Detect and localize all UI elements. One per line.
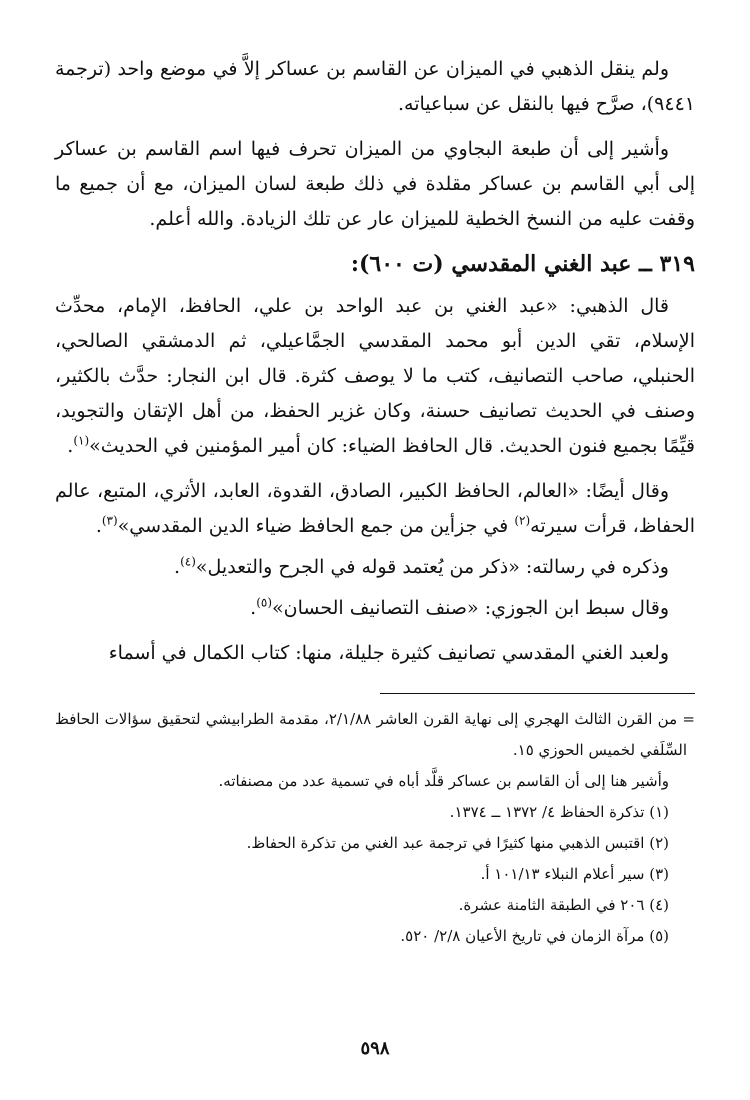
dhahabi-also-text-a: وقال أيضًا: «العالم، الحافظ الكبير، الصادق، القدوة، العابد، الأثري، المتبع، عالم الحفاظ، قرأت سيرته — [55, 480, 695, 537]
dhahabi-quote-text: قال الذهبي: «عبد الغني بن عبد الواحد بن علي، الحافظ، الإمام، محدِّث الإسلام، تقي الدين أبو محمد المقدسي الجمَّاعيلي، ثم الدمشقي الصالحي، الحنبلي، صاحب التصانيف، كتب ما لا يوصف كثرة. قال ابن النجار: حدَّث بالكثير، وصنف في الحديث تصانيف حسنة، وكان غزير الحفظ، من أهل الإتقان والتجويد، قيِّمًا بجميع فنون الحديث. قال الحافظ الضياء: كان أمير المؤمنين في الحديث» — [55, 295, 695, 457]
footnote-ref-2: (٢) — [514, 513, 531, 528]
period: . — [95, 515, 102, 537]
paragraph-bajawi-note: وأشير إلى أن طبعة البجاوي من الميزان تحرف فيها اسم القاسم بن عساكر إلى أبي القاسم بن عساكر مقلدة في ذلك طبعة لسان الميزان، مع أن جميع ما وقفت عليه من النسخ الخطية للميزان عار عن تلك الزيادة. والله أعلم. — [55, 138, 695, 230]
page-number: ٥٩٨ — [360, 1038, 390, 1059]
footnote-item-4: (٤) ٢٠٦ في الطبقة الثامنة عشرة. — [458, 896, 669, 914]
period: . — [174, 556, 181, 578]
footnote-ref-5: (٥) — [256, 595, 273, 610]
footnote-note: وأشير هنا إلى أن القاسم بن عساكر قلَّد أباه في تسمية عدد من مصنفاته. — [218, 772, 669, 790]
footnotes — [55, 704, 695, 952]
footnote-ref-3: (٣) — [101, 513, 118, 528]
period: . — [250, 597, 257, 619]
footnote-ref-4: (٤) — [180, 554, 196, 569]
dhahabi-also-text-b: في جزأين من جمع الحافظ ضياء الدين المقدسي» — [117, 515, 515, 537]
sibt-text: وقال سبط ابن الجوزي: «صنف التصانيف الحسان» — [272, 597, 669, 619]
footnote-separator — [380, 693, 695, 694]
paragraph-dhahabi-also — [55, 474, 695, 544]
paragraph-sibt — [55, 591, 695, 626]
risala-text: وذكره في رسالته: «ذكر من يُعتمد قوله في الجرح والتعديل» — [195, 556, 669, 578]
footnote-item-2: (٢) اقتبس الذهبي منها كثيرًا في ترجمة عبد الغني من تذكرة الحفاظ. — [246, 834, 669, 852]
period: . — [67, 435, 74, 457]
footnote-item-1: (١) تذكرة الحفاظ ٤/ ١٣٧٢ ــ ١٣٧٤. — [449, 803, 669, 821]
footnote-continuation: = من القرن الثالث الهجري إلى نهاية القرن العاشر ٢/١/٨٨، مقدمة الطرابيشي لتحقيق سؤالات الحافظ السِّلَفي لخميس الحوزي ١٥. — [55, 710, 695, 759]
paragraph-works: ولعبد الغني المقدسي تصانيف كثيرة جليلة، منها: كتاب الكمال في أسماء — [108, 642, 669, 664]
footnote-ref-1: (١) — [73, 433, 90, 448]
entry-heading: ٣١٩ ــ عبد الغني المقدسي (ت ٦٠٠): — [350, 251, 695, 277]
footnote-item-3: (٣) سير أعلام النبلاء ١٠١/١٣ أ. — [480, 865, 669, 883]
footnote-item-5: (٥) مرآة الزمان في تاريخ الأعيان ٢/٨/ ٥٢٠. — [400, 927, 669, 945]
paragraph-risala — [55, 550, 695, 585]
paragraph-dhahabi-quote — [55, 289, 695, 464]
paragraph-mizan-note: ولم ينقل الذهبي في الميزان عن القاسم بن عساكر إلاَّ في موضع واحد (ترجمة ٩٤٤١)، صرَّح فيها بالنقل عن سباعياته. — [55, 58, 695, 115]
